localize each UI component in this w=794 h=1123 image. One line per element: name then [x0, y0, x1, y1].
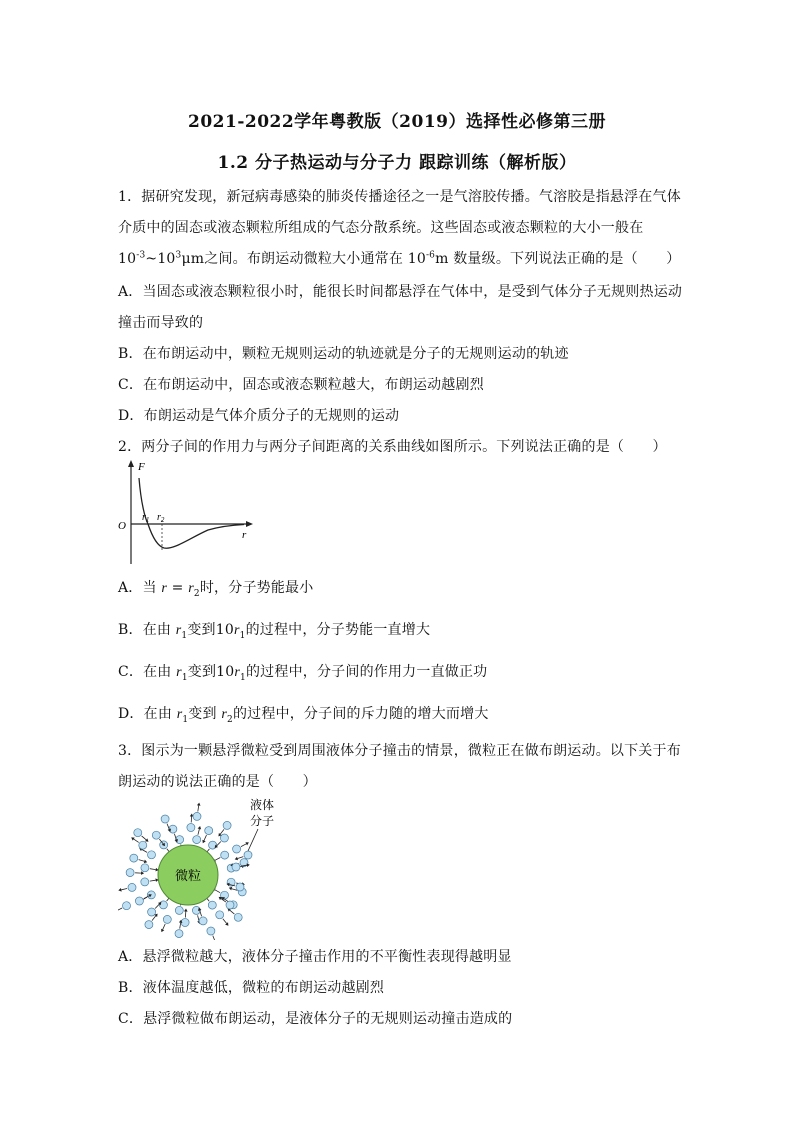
liquid-molecule — [139, 841, 147, 849]
molecule-velocity-arrow — [215, 890, 220, 893]
y-axis-label: F — [138, 461, 145, 473]
particle-label: 微粒 — [174, 869, 202, 884]
liquid-molecule — [207, 927, 215, 935]
molecule-velocity-arrow — [215, 858, 220, 861]
molecule-velocity-arrow — [198, 829, 200, 835]
liquid-molecule — [187, 824, 195, 832]
molecule-arrow-head — [184, 909, 188, 912]
liquid-molecule — [163, 915, 171, 923]
molecule-velocity-arrow — [200, 911, 202, 917]
liquid-molecule — [148, 851, 156, 859]
force-curve — [139, 478, 244, 548]
liquid-molecule — [175, 930, 183, 938]
molecule-velocity-arrow — [139, 860, 145, 862]
liquid-molecule — [135, 897, 143, 905]
liquid-molecule — [205, 827, 213, 835]
q3-option-a: A．悬浮微粒越大，液体分子撞击作用的不平衡性表现得越明显 — [118, 949, 512, 965]
liquid-molecule — [134, 829, 142, 837]
q3-stem-line2: 朗运动的说法正确的是（ ） — [118, 774, 317, 790]
molecule-velocity-arrow — [241, 844, 246, 847]
q2-option-d: D．在由 $r_1$变到 $r_2$的过程中，分子间的斥力随的增大而增大 — [118, 706, 489, 725]
molecule-velocity-arrow — [213, 936, 215, 940]
molecule-arrow-head — [144, 860, 147, 864]
molecule-velocity-arrow — [150, 869, 156, 870]
liquid-molecule — [161, 815, 169, 823]
q2-stem: 2．两分子间的作用力与两分子间距离的关系曲线如图所示。下列说法正确的是（ ） — [118, 439, 667, 455]
molecule-arrow-head — [229, 887, 232, 891]
molecule-velocity-arrow — [217, 842, 221, 846]
r2-label: $r_2$ — [157, 512, 165, 524]
molecule-arrow-head — [235, 857, 238, 860]
liquid-molecule — [226, 901, 234, 909]
x-axis-arrow — [246, 521, 253, 527]
molecule-velocity-arrow — [238, 857, 244, 859]
r1-label: $r_1$ — [142, 512, 150, 524]
q1-option-a-line1: A．当固态或液态颗粒很小时，能很长时间都悬浮在气体中，是受到气体分子无规则热运动 — [118, 284, 683, 300]
molecule-velocity-arrow — [163, 924, 166, 929]
molecule-velocity-arrow — [198, 915, 199, 921]
molecule-velocity-arrow — [121, 889, 127, 890]
molecule-velocity-arrow — [155, 904, 159, 908]
molecule-velocity-arrow — [223, 919, 227, 924]
molecule-velocity-arrow — [220, 829, 224, 834]
molecule-velocity-arrow — [198, 806, 199, 812]
molecule-velocity-arrow — [134, 839, 139, 842]
q2-option-c: C．在由 $r_1$变到$10r_1$的过程中，分子间的作用力一直做正功 — [118, 664, 488, 683]
liquid-molecule — [141, 864, 149, 872]
doc-title: 2021-2022学年粤教版（2019）选择性必修第三册 — [188, 112, 606, 132]
liquid-molecule — [232, 863, 240, 871]
molecule-velocity-arrow — [180, 923, 181, 929]
molecule-arrow-head — [247, 863, 250, 867]
liquid-label-pointer — [248, 829, 258, 851]
liquid-molecule — [128, 883, 136, 891]
q1-option-a-line2: 撞击而导致的 — [118, 315, 204, 331]
liquid-molecule — [193, 836, 201, 844]
molecule-arrow-head — [197, 803, 201, 806]
liquid-molecule — [152, 831, 160, 839]
liquid-molecule — [123, 902, 131, 910]
molecule-arrow-head — [219, 897, 223, 900]
liquid-molecule — [181, 919, 189, 927]
liquid-molecule — [175, 906, 183, 914]
molecule-arrow-head — [225, 922, 228, 926]
q1-stem-line2: 介质中的固态或液态颗粒所组成的气态分散系统。这些固态或液态颗粒的大小一般在 — [118, 220, 644, 236]
molecule-velocity-arrow — [230, 910, 235, 914]
doc-subtitle: 1.2 分子热运动与分子力 跟踪训练（解析版） — [217, 153, 577, 173]
origin-label: O — [118, 520, 126, 532]
x-axis-label: r — [242, 529, 247, 541]
molecule-velocity-arrow — [142, 850, 147, 853]
molecule-velocity-arrow — [142, 836, 147, 840]
y-axis-arrow — [128, 460, 134, 467]
liquid-molecule — [193, 812, 201, 820]
liquid-molecule — [208, 901, 216, 909]
liquid-molecule — [233, 845, 241, 853]
q3-option-b: B．液体温度越低，微粒的布朗运动越剧烈 — [118, 980, 385, 996]
liquid-molecule — [126, 869, 134, 877]
molecule-velocity-arrow — [167, 824, 169, 830]
liquid-molecule — [221, 851, 229, 859]
liquid-molecule — [199, 917, 207, 925]
liquid-label-line2: 分子 — [249, 814, 275, 828]
liquid-molecule — [236, 883, 244, 891]
liquid-molecule — [130, 854, 138, 862]
liquid-molecule — [244, 851, 252, 859]
liquid-label-line1: 液体 — [249, 798, 275, 812]
q2-option-b: B．在由 $r_1$变到$10r_1$的过程中，分子势能一直增大 — [118, 622, 431, 641]
molecule-velocity-arrow — [150, 880, 156, 881]
molecule-arrow-head — [118, 888, 121, 892]
q2-option-a: A．当 $r = r_2$时，分子势能最小 — [118, 580, 314, 599]
molecule-velocity-arrow — [118, 908, 122, 911]
molecule-arrow-head — [198, 826, 202, 829]
molecule-velocity-arrow — [152, 916, 156, 921]
liquid-molecule — [223, 821, 231, 829]
liquid-molecule — [145, 921, 153, 929]
molecule-velocity-arrow — [204, 835, 207, 840]
q1-stem-line1: 1．据研究发现，新冠病毒感染的肺炎传播途径之一是气溶胶传播。气溶胶是指悬浮在气体 — [118, 189, 681, 205]
q3-stem-line1: 3．图示为一颗悬浮微粒受到周围液体分子撞击的情景，微粒正在做布朗运动。以下关于布 — [118, 743, 681, 759]
q1-option-c: C．在布朗运动中，固态或液态颗粒越大，布朗运动越剧烈 — [118, 377, 484, 393]
force-distance-graph — [112, 458, 257, 568]
molecule-velocity-arrow — [174, 834, 176, 840]
liquid-molecule — [216, 911, 224, 919]
q3-option-c: C．悬浮微粒做布朗运动，是液体分子的无规则运动撞击造成的 — [118, 1011, 513, 1027]
liquid-molecule — [234, 913, 242, 921]
q1-stem-line3: $10^{-3}\sim 10^3\mu m$之间。布朗运动微粒大小通常在 $10^{-6}m$ 数量级。下列说法正确的是（ ） — [118, 250, 681, 267]
liquid-molecule — [141, 878, 149, 886]
q1-option-b: B．在布朗运动中，颗粒无规则运动的轨迹就是分子的无规则运动的轨迹 — [118, 346, 569, 362]
q1-option-d: D．布朗运动是气体介质分子的无规则的运动 — [118, 408, 400, 424]
brownian-motion-figure — [118, 795, 288, 940]
